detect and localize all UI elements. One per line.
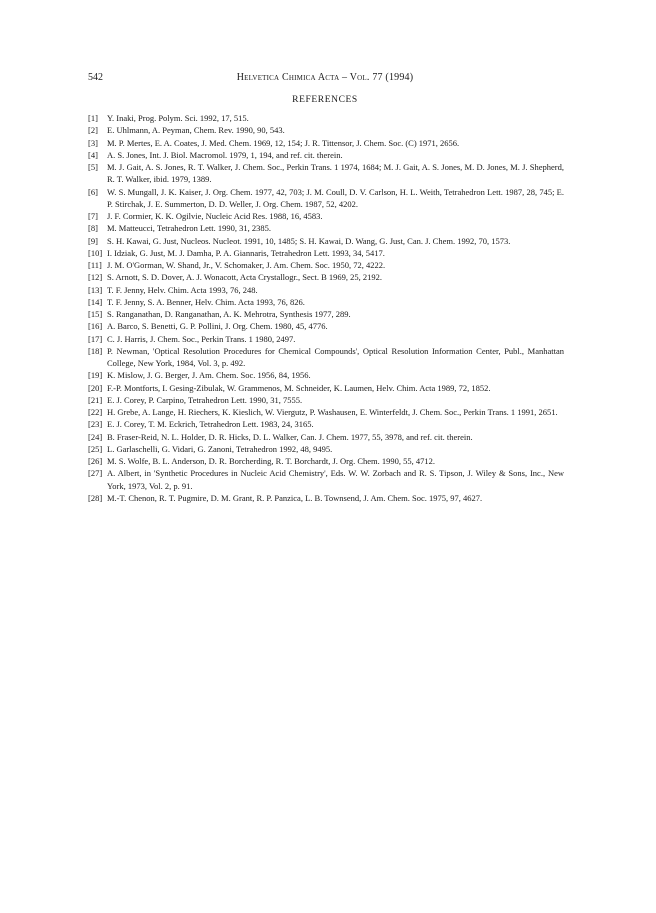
reference-number: [8] <box>88 223 98 234</box>
reference-number: [24] <box>88 431 103 442</box>
reference-item <box>88 112 564 124</box>
reference-item <box>88 308 564 320</box>
reference-item <box>88 296 564 308</box>
reference-item <box>88 455 564 467</box>
reference-number: [21] <box>88 394 103 405</box>
reference-text: T. F. Jenny, S. A. Benner, Helv. Chim. Acta 1993, 76, 826. <box>107 296 305 307</box>
reference-number: [6] <box>88 186 98 197</box>
reference-number: [25] <box>88 443 103 454</box>
reference-item <box>88 467 564 492</box>
reference-item <box>88 284 564 296</box>
running-head: Helvetica Chimica Acta – Vol. 77 (1994) <box>236 72 414 83</box>
reference-number: [27] <box>88 468 103 479</box>
reference-number: [9] <box>88 235 98 246</box>
reference-item <box>88 320 564 332</box>
reference-number: [2] <box>88 125 98 136</box>
reference-text: K. Mislow, J. G. Berger, J. Am. Chem. Soc. 1956, 84, 1956. <box>107 370 311 381</box>
reference-text: H. Grebe, A. Lange, H. Riechers, K. Kieslich, W. Viergutz, P. Washausen, E. Winterfeldt, J. Chem. Soc., Perkin Trans. 1 1991, 2651. <box>107 407 558 417</box>
reference-item <box>88 333 564 345</box>
reference-item <box>88 186 564 211</box>
reference-text: E. J. Corey, P. Carpino, Tetrahedron Lett. 1990, 31, 7555. <box>107 394 303 405</box>
reference-item <box>88 235 564 247</box>
reference-text: J. M. O'Gorman, W. Shand, Jr., V. Schomaker, J. Am. Chem. Soc. 1950, 72, 4222. <box>107 260 386 270</box>
reference-text: S. Ranganathan, D. Ranganathan, A. K. Mehrotra, Synthesis 1977, 289. <box>107 309 351 319</box>
reference-text: M. J. Gait, A. S. Jones, R. T. Walker, J. Chem. Soc., Perkin Trans. 1 1974, 1684; M. J. Gait, A. S. Jones, M. D. Jones, M. J. Shepherd, R. T. Walker, ibid. 1979, 1389. <box>107 162 564 185</box>
reference-text: W. S. Mungall, J. K. Kaiser, J. Org. Chem. 1977, 42, 703; J. M. Coull, D. V. Carlson, H. L. Weith, Tetrahedron Lett. 1987, 28, 745; E. P. Stirchak, J. E. Summerton, D. D. Weller, J. Org. Chem. 1987, 52, 4202. <box>107 186 564 209</box>
reference-list <box>88 112 564 504</box>
reference-text: I. Idziak, G. Just, M. J. Damha, P. A. Giannaris, Tetrahedron Lett. 1993, 34, 5417. <box>107 247 385 258</box>
reference-item <box>88 247 564 259</box>
reference-item <box>88 382 564 394</box>
reference-text: Y. Inaki, Prog. Polym. Sci. 1992, 17, 515. <box>107 113 249 123</box>
reference-text: A. Barco, S. Benetti, G. P. Pollini, J. Org. Chem. 1980, 45, 4776. <box>107 321 328 332</box>
reference-item <box>88 137 564 149</box>
reference-number: [22] <box>88 407 103 417</box>
reference-text: L. Garlaschelli, G. Vidari, G. Zanoni, Tetrahedron 1992, 48, 9495. <box>107 443 333 454</box>
reference-item <box>88 406 564 418</box>
reference-text: P. Newman, 'Optical Resolution Procedures for Chemical Compounds', Optical Resolution Information Center, Publ., Manhattan College, New York, 1984, Vol. 3, p. 492. <box>107 345 564 368</box>
reference-number: [1] <box>88 113 98 123</box>
reference-text: J. F. Cormier, K. K. Ogilvie, Nucleic Acid Res. 1988, 16, 4583. <box>107 211 323 221</box>
reference-item <box>88 345 564 370</box>
reference-number: [19] <box>88 370 103 381</box>
reference-item <box>88 271 564 283</box>
reference-text: S. H. Kawai, G. Just, Nucleos. Nucleot. 1991, 10, 1485; S. H. Kawai, D. Wang, G. Just, Can. J. Chem. 1992, 70, 1573. <box>107 235 511 246</box>
reference-number: [16] <box>88 321 103 332</box>
reference-number: [12] <box>88 272 103 283</box>
reference-number: [4] <box>88 149 98 160</box>
reference-text: M. S. Wolfe, B. L. Anderson, D. R. Borcherding, R. T. Borchardt, J. Org. Chem. 1990, 55, 4712. <box>107 456 436 466</box>
reference-text: A. S. Jones, Int. J. Biol. Macromol. 1979, 1, 194, and ref. cit. therein. <box>107 149 343 160</box>
reference-number: [14] <box>88 296 103 307</box>
reference-item <box>88 492 564 504</box>
reference-item <box>88 161 564 186</box>
reference-number: [7] <box>88 211 98 221</box>
reference-text: S. Arnott, S. D. Dover, A. J. Wonacott, Acta Crystallogr., Sect. B 1969, 25, 2192. <box>107 272 383 283</box>
reference-number: [5] <box>88 162 98 172</box>
reference-text: M.-T. Chenon, R. T. Pugmire, D. M. Grant, R. P. Panzica, L. B. Townsend, J. Am. Chem. Soc. 1975, 97, 4627. <box>107 492 483 503</box>
reference-number: [18] <box>88 345 103 356</box>
reference-text: M. P. Mertes, E. A. Coates, J. Med. Chem. 1969, 12, 154; J. R. Tittensor, J. Chem. Soc. (C) 1971, 2656. <box>107 137 460 148</box>
reference-item <box>88 149 564 161</box>
reference-text: E. Uhlmann, A. Peyman, Chem. Rev. 1990, 90, 543. <box>107 125 285 136</box>
reference-number: [11] <box>88 260 102 270</box>
reference-number: [26] <box>88 456 103 466</box>
reference-item <box>88 431 564 443</box>
reference-number: [23] <box>88 419 103 430</box>
reference-item <box>88 124 564 136</box>
reference-item <box>88 369 564 381</box>
reference-item <box>88 259 564 271</box>
reference-text: B. Fraser-Reid, N. L. Holder, D. R. Hicks, D. L. Walker, Can. J. Chem. 1977, 55, 3978, and ref. cit. therein. <box>107 431 473 442</box>
reference-number: [20] <box>88 382 103 393</box>
reference-item <box>88 210 564 222</box>
reference-number: [13] <box>88 284 103 295</box>
reference-item <box>88 418 564 430</box>
reference-text: T. F. Jenny, Helv. Chim. Acta 1993, 76, 248. <box>107 284 258 295</box>
reference-item <box>88 222 564 234</box>
reference-number: [10] <box>88 247 103 258</box>
reference-item <box>88 394 564 406</box>
reference-number: [3] <box>88 137 98 148</box>
page-header <box>88 71 562 85</box>
reference-item <box>88 443 564 455</box>
reference-text: C. J. Harris, J. Chem. Soc., Perkin Trans. 1 1980, 2497. <box>107 333 296 344</box>
reference-text: F.-P. Montforts, I. Gesing-Zibulak, W. Grammenos, M. Schneider, K. Laumen, Helv. Chim. Acta 1989, 72, 1852. <box>107 382 491 393</box>
reference-text: A. Albert, in 'Synthetic Procedures in Nucleic Acid Chemistry', Eds. W. W. Zorbach and R. S. Tipson, J. Wiley & Sons, Inc., New York, 1973, Vol. 2, p. 91. <box>107 468 564 491</box>
reference-number: [15] <box>88 309 103 319</box>
reference-number: [17] <box>88 333 103 344</box>
page-number: 542 <box>88 72 103 83</box>
reference-number: [28] <box>88 492 103 503</box>
reference-text: E. J. Corey, T. M. Eckrich, Tetrahedron Lett. 1983, 24, 3165. <box>107 419 314 430</box>
reference-text: M. Matteucci, Tetrahedron Lett. 1990, 31, 2385. <box>107 223 272 234</box>
section-title: REFERENCES <box>292 95 358 105</box>
